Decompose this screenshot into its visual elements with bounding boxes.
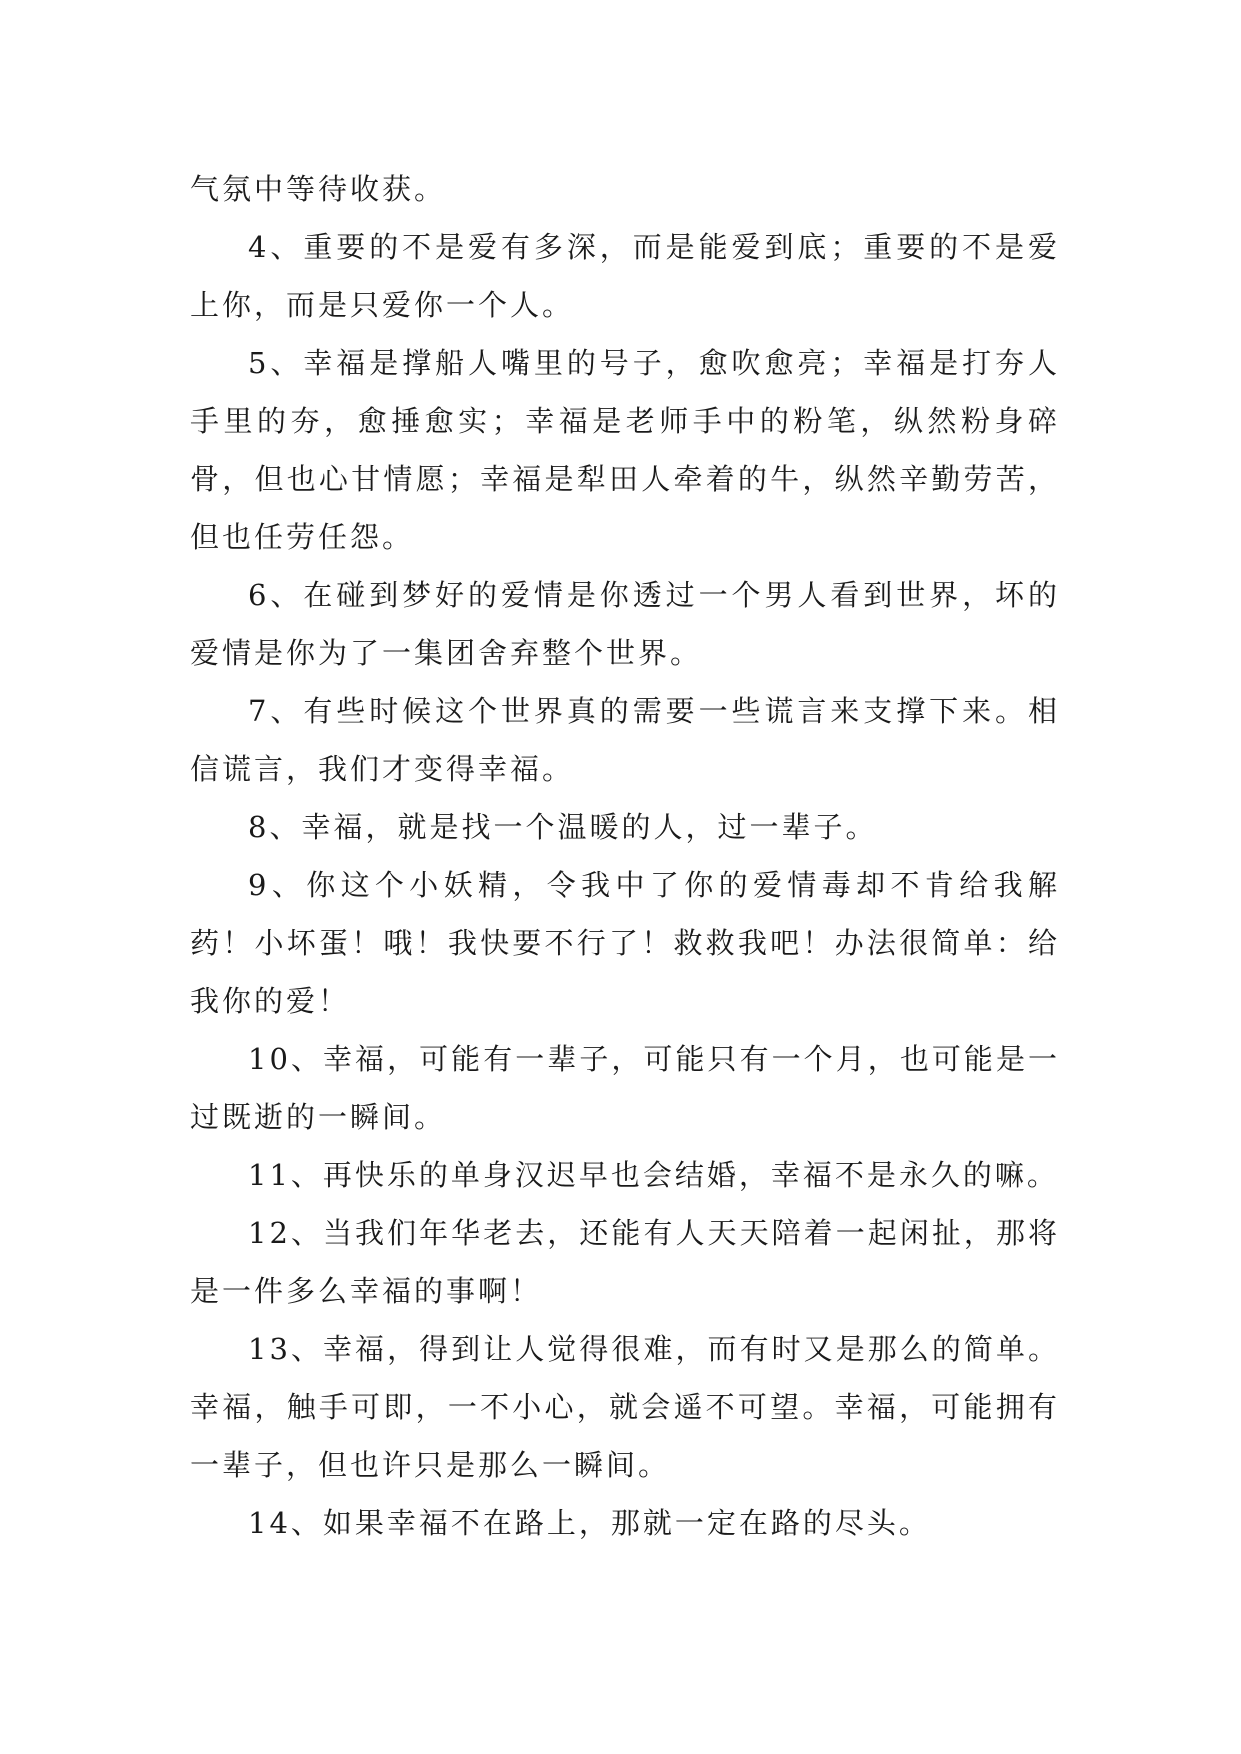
paragraph-continuation: 气氛中等待收获。	[190, 172, 447, 206]
paragraph-11: 11、再快乐的单身汉迟早也会结婚，幸福不是永久的嘛。	[248, 1158, 1059, 1192]
paragraph-9: 9、你这个小妖精，令我中了你的爱情毒却不肯给我解药！小坏蛋！哦！我快要不行了！救救我吧！办法很简单：给我你的爱！	[190, 868, 1060, 1018]
paragraph-4: 4、重要的不是爱有多深，而是能爱到底；重要的不是爱上你，而是只爱你一个人。	[190, 230, 1060, 322]
paragraph-8: 8、幸福，就是找一个温暖的人，过一辈子。	[248, 810, 878, 844]
paragraph-7: 7、有些时候这个世界真的需要一些谎言来支撑下来。相信谎言，我们才变得幸福。	[190, 694, 1060, 786]
paragraph-5: 5、幸福是撑船人嘴里的号子，愈吹愈亮；幸福是打夯人手里的夯，愈捶愈实；幸福是老师手中的粉笔，纵然粉身碎骨，但也心甘情愿；幸福是犁田人牵着的牛，纵然辛勤劳苦，但也任劳任怨。	[190, 346, 1060, 554]
paragraph-10: 10、幸福，可能有一辈子，可能只有一个月，也可能是一过既逝的一瞬间。	[190, 1042, 1060, 1134]
paragraph-13: 13、幸福，得到让人觉得很难，而有时又是那么的简单。幸福，触手可即，一不小心，就会遥不可望。幸福，可能拥有一辈子，但也许只是那么一瞬间。	[190, 1332, 1060, 1482]
paragraph-14: 14、如果幸福不在路上，那就一定在路的尽头。	[248, 1506, 931, 1540]
document-body	[190, 160, 1060, 1552]
paragraph-12: 12、当我们年华老去，还能有人天天陪着一起闲扯，那将是一件多么幸福的事啊！	[190, 1216, 1060, 1308]
paragraph-6: 6、在碰到梦好的爱情是你透过一个男人看到世界，坏的爱情是你为了一集团舍弃整个世界。	[190, 578, 1060, 670]
